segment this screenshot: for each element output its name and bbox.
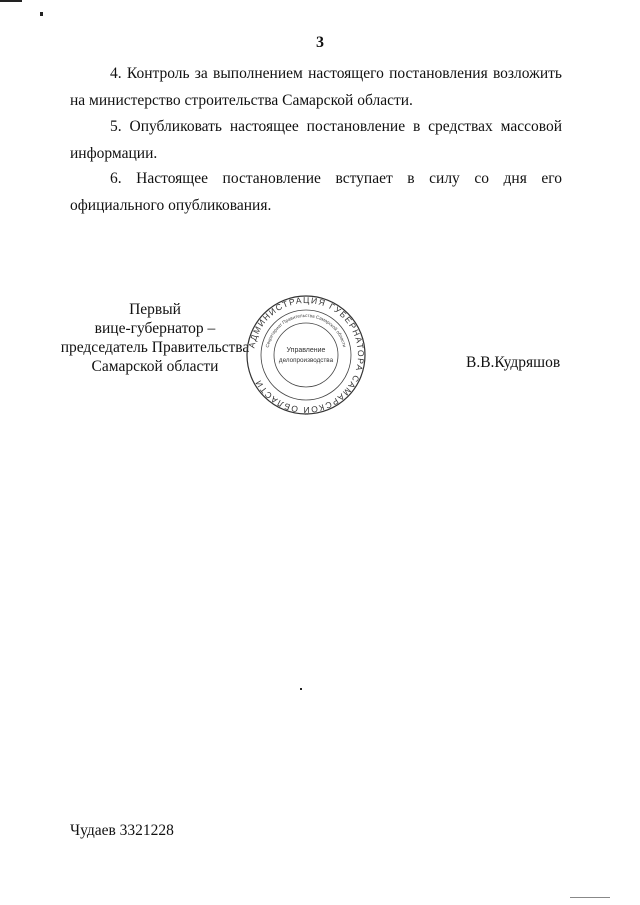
stamp-outer-text: АДМИНИСТРАЦИЯ ГУБЕРНАТОРА САМАРСКОЙ ОБЛАСТИ [246,294,367,416]
paragraph-6-line-2: официального опубликования. [70,197,272,214]
signer-name: В.В.Кудряшов [466,354,561,371]
signer-title [60,300,250,376]
signer-title-line-4: Самарской области [91,358,219,375]
paragraph-6 [70,165,562,219]
scan-mark [0,0,22,2]
stamp-center-line-2: делопроизводства [278,357,334,364]
official-seal-stamp [245,294,367,416]
footer-author: Чудаев 3321228 [70,822,174,839]
scan-mark [300,688,302,690]
scan-mark [40,12,43,16]
scan-mark [570,897,610,898]
paragraph-5: 5. Опубликовать настоящее постановление в средствах массовой информации. [70,118,562,162]
signer-title-line-2: вице-губернатор – [94,320,216,337]
stamp-inner-text: Секретариат Правительства Самарской области [264,312,348,349]
paragraph-6-line-1: 6. Настоящее постановление вступает в силу со дня его [110,170,562,187]
paragraph-4: 4. Контроль за выполнением настоящего постановления возложить на министерство строительства Самарской области. [70,65,562,109]
signer-title-line-3: председатель Правительства [60,339,250,356]
page-number: 3 [316,34,324,51]
stamp-center-line-1: Управление [286,347,326,354]
signer-title-line-1: Первый [129,301,181,318]
